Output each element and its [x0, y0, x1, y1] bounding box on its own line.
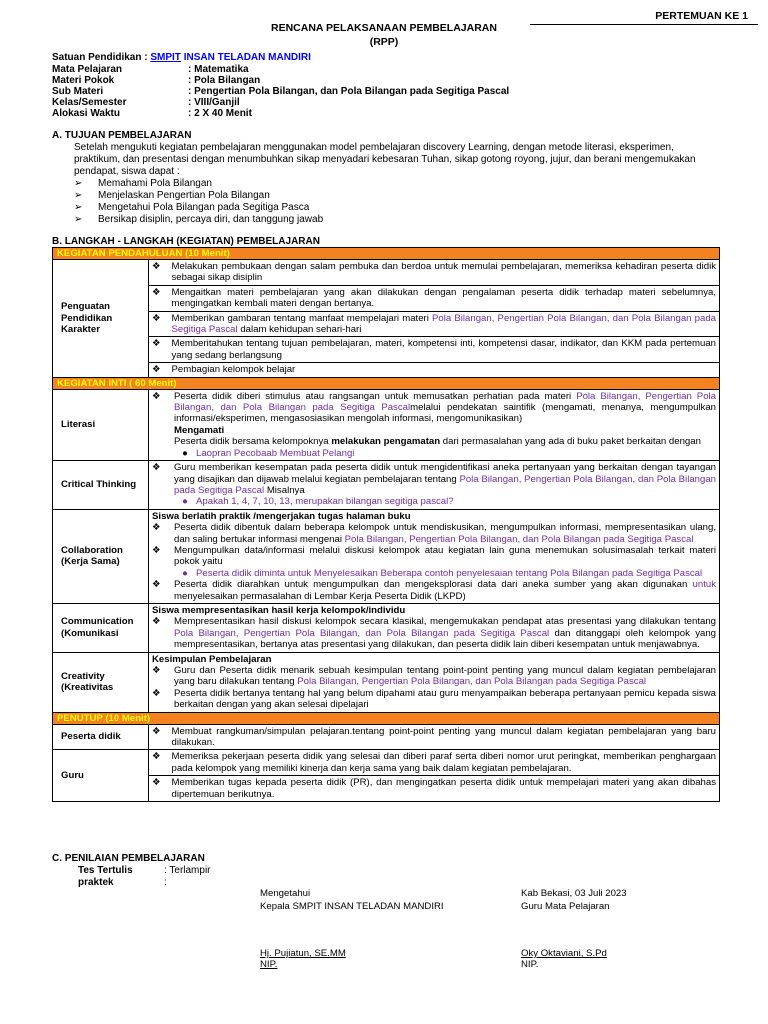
diamond-icon: ❖: [152, 522, 161, 534]
core-bar: [53, 377, 720, 389]
dot-bullet-icon: ●: [182, 567, 188, 579]
sign-right-line2: Guru Mata Pelajaran: [521, 901, 610, 912]
table-row: [53, 724, 720, 750]
literasi-observation: [174, 436, 716, 447]
topic-label: Materi Pokok: [52, 75, 115, 86]
row-label-guru: Guru: [53, 750, 149, 802]
subject-label: Mata Pelajaran: [52, 64, 123, 75]
collaboration-heading: Siswa berlatih praktik /mengerjakan tugas halaman buku: [152, 510, 411, 522]
assessment-value: : Terlampir: [164, 865, 211, 876]
table-row: [53, 603, 720, 652]
section-a-heading: A. TUJUAN PEMBELAJARAN: [52, 130, 192, 141]
table-row: [53, 509, 720, 603]
item-topic: Pola Bilangan, Pengertian Pola Bilangan, dan Pola Bilangan pada Segitiga Pascal: [297, 676, 647, 688]
list-item: [152, 688, 716, 711]
doc-title: RENCANA PELAKSANAAN PEMBELAJARAN: [271, 22, 497, 34]
intro-item: Memberitahukan tentang tujuan pembelajaran, materi, kompetensi inti, kompetensi dasar, indikator, dan KKM pada pertemuan yang sedang berlangsung: [169, 337, 720, 363]
objective-text: Bersikap disiplin, percaya diri, dan tanggung jawab: [98, 214, 324, 225]
bar-label: KEGIATAN PENDAHULUAN (10 Menit): [53, 248, 720, 260]
school-row: [52, 52, 311, 63]
assessment-label: praktek: [78, 877, 114, 888]
arrow-bullet-icon: ➢: [74, 214, 83, 225]
list-item: [152, 665, 716, 688]
item-emphasis: melakukan pengamatan: [331, 436, 441, 448]
diamond-icon: ❖: [152, 687, 161, 699]
class-value: : VIII/Ganjil: [188, 97, 240, 108]
diamond-icon: ❖: [149, 260, 169, 286]
list-item: [174, 568, 716, 579]
item-topic: Laopran Pecobaab Membuat Pelangi: [196, 447, 355, 459]
school-name: INSAN TELADAN MANDIRI: [183, 52, 311, 63]
label-line: Communication: [61, 616, 134, 628]
label-line: (Komunikasi: [61, 627, 119, 639]
table-row: [53, 389, 720, 460]
literasi-content: [149, 389, 720, 460]
time-value: : 2 X 40 Menit: [188, 108, 252, 119]
item-text: menyelesaikan permasalahan di Lembar Kerja Peserta Didik (LKPD): [174, 590, 466, 602]
item-text: melalui pendekatan saintifik (mengamati, menanya, mengumpulkan informasi/eksperimen, mengasosiasikan mengolah informasi, mengomunikasikan): [174, 402, 716, 425]
sign-right-name: Oky Oktaviani, S.Pd: [521, 948, 607, 959]
item-topic: Pola Bilangan, Pengertian Pola Bilangan, dan Pola Bilangan pada Segitiga Pascal: [174, 390, 716, 414]
bar-label: KEGIATAN INTI ( 60 Menit): [53, 377, 720, 389]
doc-subtitle: (RPP): [369, 36, 399, 48]
diamond-icon: ❖: [149, 337, 169, 363]
creativity-content: [149, 652, 720, 712]
dot-bullet-icon: ●: [182, 496, 188, 508]
label-line: (Kreativitas: [61, 682, 114, 694]
item-text: Mengumpulkan data/informasi melalui diskusi kelompok atau kegiatan lain guna menemukan solusimasalah terkait materi pokok yaitu: [174, 544, 716, 568]
list-item: [152, 616, 716, 650]
assessment-value: :: [164, 877, 167, 888]
collaboration-content: [149, 509, 720, 603]
arrow-bullet-icon: ➢: [74, 190, 83, 201]
mengamati-heading: Mengamati: [174, 424, 225, 436]
sign-left-line2: Kepala SMPIT INSAN TELADAN MANDIRI: [260, 901, 444, 912]
section-c-heading: C. PENILAIAN PEMBELAJARAN: [52, 853, 205, 864]
table-row: [53, 461, 720, 510]
closing-item: Memeriksa pekerjaan peserta didik yang selesai dan diberi paraf serta diberi nomor urut peringkat, memberikan penghargaan pada kelompok yang memiliki kinerja dan kerja sama yang baik dalam kegiatan pembelajaran.: [169, 750, 720, 776]
list-item: [174, 448, 716, 459]
meeting-label: PERTEMUAN KE 1: [655, 10, 748, 22]
sign-right-line1: Kab Bekasi, 03 Juli 2023: [521, 888, 627, 899]
creativity-heading: Kesimpulan Pembelajaran: [152, 653, 272, 665]
table-row: [53, 363, 720, 377]
table-row: [53, 285, 720, 311]
section-b-heading: B. LANGKAH - LANGKAH (KEGIATAN) PEMBELAJARAN: [52, 236, 320, 247]
intro-text: dalam kehidupan sehari-hari: [240, 324, 362, 336]
objective-text: Memahami Pola Bilangan: [98, 178, 212, 189]
objective-text: Mengetahui Pola Bilangan pada Segitiga Pasca: [98, 202, 310, 213]
table-row: [53, 311, 720, 337]
intro-item: Pembagian kelompok belajar: [169, 363, 720, 377]
objective-item: [74, 214, 323, 225]
intro-topic: Pola Bilangan, Pengertian Pola Bilangan, dan Pola Bilangan pada Segitiga Pascal: [171, 312, 717, 336]
item-topic: Pola Bilangan, Pengertian Pola Bilangan, dan Pola Bilangan pada Segitiga Pascal: [174, 627, 550, 639]
item-text: Guru dan Peserta didik menarik sebuah kesimpulan tentang point-point penting yang muncul dalam kegiatan pembelajaran yang baru dilakukan tentang: [174, 665, 716, 688]
paragraph-line: Setelah mengukuti kegiatan pembelajaran menggunakan model pembelajaran discovery Learning, dengan metode literasi, eksperimen,: [74, 142, 674, 153]
list-item: [152, 579, 716, 602]
diamond-icon: ❖: [152, 665, 161, 676]
closing-bar: [53, 712, 720, 724]
critical-content: [149, 461, 720, 510]
learning-steps-table: [52, 247, 720, 802]
item-topic: Pola Bilangan, Pengertian Pola Bilangan, dan Pola Bilangan pada Segitiga Pascal: [344, 533, 694, 545]
arrow-bullet-icon: ➢: [74, 202, 83, 213]
item-text: Guru memberikan kesempatan pada peserta didik untuk mengidentifikasi aneka pertanyaan yang berkaitan dengan tayangan yang disajikan dan dijawab melalui kegiatan pembelajaran tentang: [174, 462, 716, 485]
label-line: Collaboration: [61, 544, 123, 556]
table-row: [53, 750, 720, 776]
intro-item: Melakukan pembukaan dengan salam pembuka dan berdoa untuk memulai pembelajaran, memeriksa kehadiran peserta didik sebagai sikap disiplin: [169, 260, 720, 286]
list-item: [152, 462, 716, 496]
diamond-icon: ❖: [152, 579, 161, 591]
objective-item: [74, 190, 270, 201]
item-text: Peserta didik bertanya tentang hal yang belum dipahami atau guru menyampaikan beberapa pertanyaan pemicu kepada siswa berkaitan dengan yang akan selesai dipelajari: [174, 687, 716, 711]
intro-text: Memberikan gambaran tentang manfaat mempelajari materi: [171, 312, 429, 324]
subtopic-label: Sub Materi: [52, 86, 104, 97]
item-topic: Pola Bilangan, Pengertian Pola Bilangan, dan Pola Bilangan pada Segitiga Pascal: [174, 473, 717, 496]
diamond-icon: ❖: [149, 285, 169, 311]
diamond-icon: ❖: [152, 544, 161, 556]
communication-content: [149, 603, 720, 652]
paragraph-line: pendapat, siswa dapat :: [74, 166, 180, 177]
row-label-penguatan: Penguatan Pendidikan Karakter: [53, 260, 149, 378]
arrow-bullet-icon: ➢: [74, 178, 83, 189]
item-topic: untuk: [692, 579, 717, 591]
section-a-paragraph: [74, 142, 734, 178]
label-line: Creativity: [61, 670, 105, 682]
row-label-creativity: [53, 652, 149, 712]
row-label-collaboration: [53, 509, 149, 603]
objective-item: [74, 178, 212, 189]
diamond-icon: ❖: [149, 750, 169, 776]
sign-right-nip: NIP.: [521, 959, 539, 970]
paragraph-line: praktikum, dan presentasi dengan menumbuhkan sikap menyadari kebesaran Tuhan, sikap gotong royong, jujur, dan berani mengemukakan: [74, 154, 696, 165]
diamond-icon: ❖: [149, 363, 169, 377]
intro-bar: [53, 248, 720, 260]
diamond-icon: ❖: [152, 462, 161, 474]
diamond-icon: ❖: [149, 724, 169, 750]
objective-text: Menjelaskan Pengertian Pola Bilangan: [98, 190, 270, 201]
item-text: Peserta didik dibentuk dalam beberapa kelompok untuk mendiskusikan, mengumpulkan informasi, mempresentasikan ulang, dan saling bertukar informasi mengenai: [174, 522, 716, 545]
table-row: [53, 776, 720, 802]
intro-item: [169, 311, 720, 337]
assessment-label: Tes Tertulis: [78, 865, 133, 876]
row-label-peserta: Peserta didik: [53, 724, 149, 750]
item-text: Peserta didik diarahkan untuk mengumpulkan dan mengeksplorasi data dari aneka sumber yang akan digunakan: [174, 579, 688, 591]
list-item: [152, 545, 716, 568]
label-line: (Kerja Sama): [61, 556, 120, 568]
item-text: Mempresentasikan hasil diskusi kelompok secara klasikal, mengemukakan pendapat atas presentasi yang dilakukan tentang: [174, 616, 716, 628]
list-item: [152, 522, 716, 545]
table-row: [53, 652, 720, 712]
school-abbr-link[interactable]: SMPIT: [150, 52, 181, 63]
item-topic: Peserta didik diminta untuk Menyelesaikan Beberapa contoh penyelesaian tentang Pola Bilangan pada Segitiga Pascal: [196, 567, 703, 579]
list-item: [152, 391, 716, 425]
school-label: Satuan Pendidikan :: [52, 52, 148, 63]
bar-label: PENUTUP (10 Menit): [53, 712, 720, 724]
sign-left-name: Hj. Pujiatun, SE.MM: [260, 948, 346, 959]
sign-left-nip: NIP.: [260, 959, 278, 970]
time-label: Alokasi Waktu: [52, 108, 120, 119]
topic-value: : Pola Bilangan: [188, 75, 261, 86]
dot-bullet-icon: ●: [182, 447, 188, 459]
diamond-icon: ❖: [149, 311, 169, 337]
communication-heading: Siswa mempresentasikan hasil kerja kelompok/individu: [152, 604, 406, 616]
diamond-icon: ❖: [152, 390, 161, 402]
table-row: [53, 337, 720, 363]
subtopic-value: : Pengertian Pola Bilangan, dan Pola Bilangan pada Segitiga Pascal: [188, 86, 510, 97]
row-label-literasi: Literasi: [53, 389, 149, 460]
class-label: Kelas/Semester: [52, 97, 127, 108]
item-topic: Apakah 1, 4, 7, 10, 13, merupakan bilangan segitiga pascal?: [196, 496, 454, 508]
item-text: Peserta didik bersama kelompoknya: [174, 436, 329, 448]
table-row: [53, 260, 720, 286]
closing-item: Membuat rangkuman/simpulan pelajaran.tentang point-point penting yang muncul dalam kegiatan pembelajaran yang baru dilakukan.: [169, 724, 720, 750]
subject-value: : Matematika: [188, 64, 249, 75]
list-item: [174, 496, 716, 507]
intro-item: Mengaitkan materi pembelajaran yang akan dilakukan dengan pengalaman peserta didik terhadap materi sebelumnya, mengingatkan kembali materi dengan bertanya.: [169, 285, 720, 311]
sign-left-line1: Mengetahui: [260, 888, 311, 899]
row-label-critical: Critical Thinking: [53, 461, 149, 510]
item-text: Misalnya: [266, 484, 305, 496]
closing-item: Memberikan tugas kepada peserta didik (PR), dan mengingatkan peserta didik untuk mempelajari materi yang akan dibahas dipertemuan berikutnya.: [169, 776, 720, 802]
item-text: dan ditanggapi oleh kelompok yang mempresentasikan, bertanya atas presentasi yang dilakukan, dan peserta didik lain diberi kesempatan untuk menjawabnya.: [174, 627, 717, 651]
diamond-icon: ❖: [149, 776, 169, 802]
diamond-icon: ❖: [152, 616, 161, 628]
item-text: dari permasalahan yang ada di buku paket berkaitan dengan: [442, 436, 701, 448]
item-text: Peserta didik diberi stimulus atau rangsangan untuk memusatkan perhatian pada materi: [174, 390, 572, 402]
objective-item: [74, 202, 309, 213]
row-label-communication: [53, 603, 149, 652]
